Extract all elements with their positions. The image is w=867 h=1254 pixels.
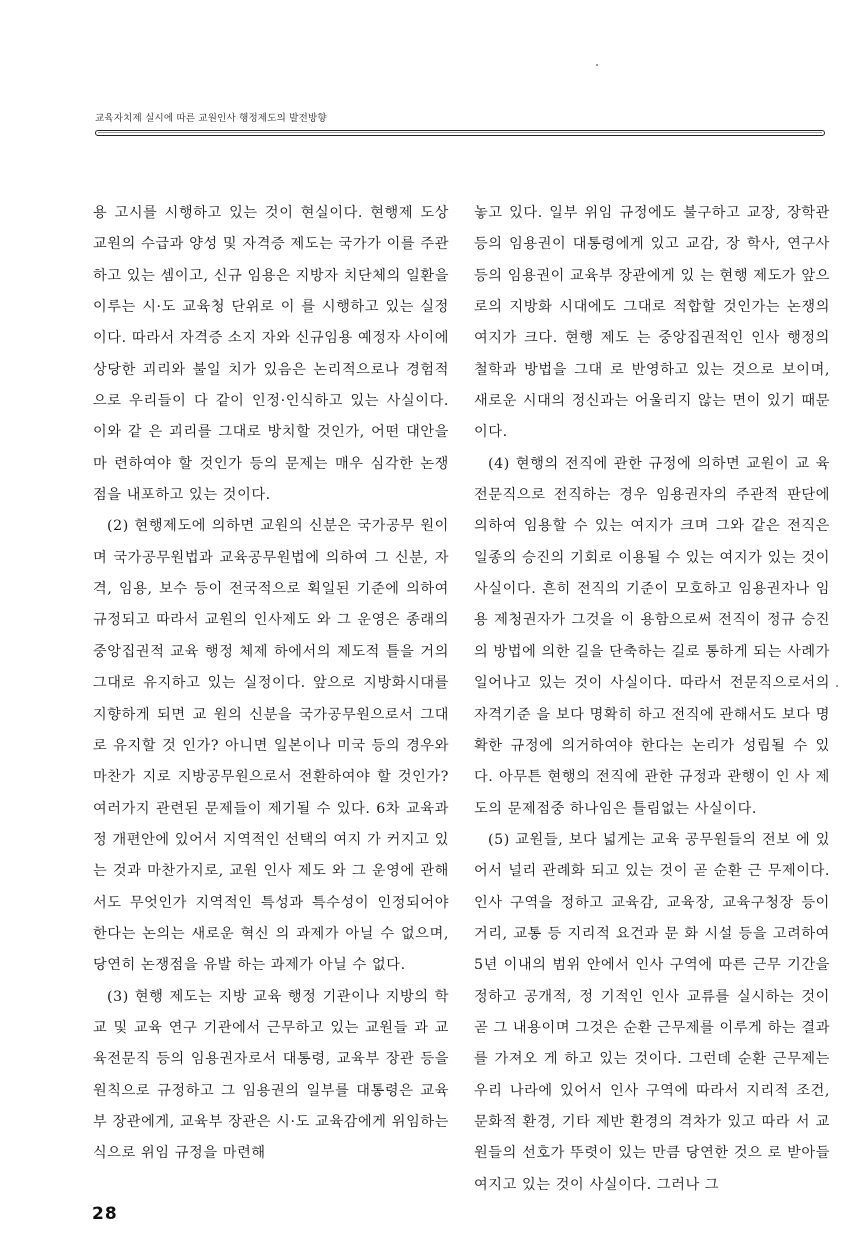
right-paragraph-2: (4) 현행의 전직에 관한 규정에 의하면 교원이 교 육 전문직으로 전직하는 경우 임용권자의 주관적 판단에 의하여 임용할 수 있는 여지가 크며 그와 같은 전직은 일종의 승진의 기회로 이용될 수 있는 여지가 있는 것이 사실이다. 흔히 전직의 기준이 모호하고 임용권자나 임용 제청권자가 그것을 이 용함으로써 전직이 정규 승진의 방법에 의한 길을 단축하는 길로 통하게 되는 사례가 일어나고 있는 것이 사실이다. 따라서 전문직으로서의 자격기준 을 보다 명확히 하고 전직에 관해서도 보다 명확한 규정에 의거하여야 한다는 논리가 성립될 수 있 다. 아무튼 현행의 전직에 관한 규정과 관행이 인 사 제도의 문제점중 하나임은 틀림없는 사실이다. <box>474 455 830 817</box>
scan-speck <box>836 685 838 687</box>
left-paragraph-1: 용 고시를 시행하고 있는 것이 현실이다. 현행제 도상 교원의 수급과 양성 및 자격증 제도는 국가가 이를 주관하고 있는 셈이고, 신규 임용은 지방자 치단체의 일환을 이루는 시·도 교육청 단위로 이 를 시행하고 있는 실정이다. 따라서 자격증 소지 자와 신규임용 예정자 사이에 상당한 괴리와 불일 치가 있음은 논리적으로나 경험적으로 우리들이 다 같이 인정·인식하고 있는 사실이다. 이와 같 은 괴리를 그대로 방치할 것인가, 어떤 대안을 마 련하여야 할 것인가 등의 문제는 매우 심각한 논쟁 점을 내포하고 있는 것이다. <box>93 205 449 504</box>
left-paragraph-2: (2) 현행제도에 의하면 교원의 신분은 국가공무 원이며 국가공무원법과 교육공무원법에 의하여 그 신분, 자격, 임용, 보수 등이 전국적으로 획일된 기준에 의하여 규정되고 따라서 교원의 인사제도 와 그 운영은 종래의 중앙집권적 교육 행정 체제 하에서의 제도적 틀을 거의 그대로 유지하고 있는 실정이다. 앞으로 지방화시대를 지향하게 되면 교 원의 신분을 국가공무원으로서 그대로 유지할 것 인가? 아니면 일본이나 미국 등의 경우와 마찬가 지로 지방공무원으로서 전환하여야 할 것인가? 여러가지 관련된 문제들이 제기될 수 있다. 6차 교육과정 개편안에 있어서 지역적인 선택의 여지 가 커지고 있는 것과 마찬가지로, 교원 인사 제도 와 그 운영에 관해서도 무엇인가 지역적인 특성과 특수성이 인정되어야 한다는 논의는 새로운 혁신 의 과제가 아닐 수 없으며, 당연히 논쟁점을 유발 하는 과제가 아닐 수 없다. <box>93 518 449 974</box>
header-rule <box>95 130 825 136</box>
scan-speck <box>596 64 598 66</box>
left-column <box>93 198 449 1170</box>
right-paragraph-3: (5) 교원들, 보다 넓게는 교육 공무원들의 전보 에 있어서 널리 관례화 되고 있는 것이 곧 순환 근 무제이다. 인사 구역을 정하고 교육감, 교육장, 교육구청장 등이 거리, 교통 등 지리적 요건과 문 화 시설 등을 고려하여 5년 이내의 범위 안에서 인사 구역에 따른 근무 기간을 정하고 공개적, 정 기적인 인사 교류를 실시하는 것이 곧 그 내용이며 그것은 순환 근무제를 이루게 하는 결과를 가져오 게 하고 있는 것이다. 그런데 순환 근무제는 우리 나라에 있어서 인사 구역에 따라서 지리적 조건, 문화적 환경, 기타 제반 환경의 격차가 있고 따라 서 교원들의 선호가 뚜렷이 있는 만큼 당연한 것으 로 받아들여지고 있는 것이 사실이다. 그러나 그 <box>474 831 830 1193</box>
right-paragraph-1: 놓고 있다. 일부 위임 규정에도 불구하고 교장, 장학관 등의 임용권이 대통령에게 있고 교감, 장 학사, 연구사 등의 임용권이 교육부 장관에게 있 는 현행 제도가 앞으로의 지방화 시대에도 그대로 적합할 것인가는 논쟁의 여지가 크다. 현행 제도 는 중앙집권적인 인사 행정의 철학과 방법을 그대 로 반영하고 있는 것으로 보이며, 새로운 시대의 정신과는 어울리지 않는 면이 있기 때문이다. <box>474 205 830 441</box>
page-number: 28 <box>92 1204 118 1224</box>
right-column <box>474 198 830 1201</box>
left-paragraph-3: (3) 현행 제도는 지방 교육 행정 기관이나 지방의 학교 및 교육 연구 기관에서 근무하고 있는 교원들 과 교육전문직 등의 임용권자로서 대통령, 교육부 장관 등을 원칙으로 규정하고 그 임용권의 일부를 대통령은 교육부 장관에게, 교육부 장관은 시·도 교육감에게 위임하는 식으로 위임 규정을 마련해 <box>93 988 449 1162</box>
running-header: 교육자치제 실시에 따른 교원인사 행정제도의 발전방향 <box>95 113 327 124</box>
